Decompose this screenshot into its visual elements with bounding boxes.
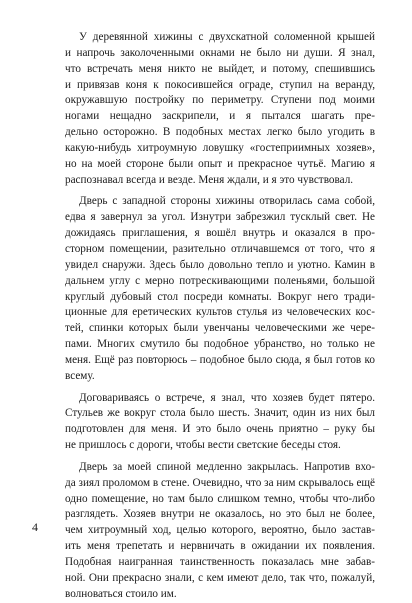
- paragraph-3: [65, 391, 375, 454]
- text-line: но на моей стороне были опыт и прекрасное чутьё. Магию я: [65, 157, 375, 170]
- text-line: увидел снаружи. Здесь было довольно тепло и уютно. Камин в: [65, 258, 375, 271]
- text-line: волноваться стоило им.: [65, 587, 177, 600]
- text-line: ной. Они прекрасно знали, с кем имеют дело, так что, пожалуй,: [65, 571, 375, 584]
- text-line: дальнем углу с мерно потрескивающими поленьями, большой: [65, 274, 375, 287]
- text-line: не пришлось с дороги, чтобы вести светские беседы стоя.: [65, 439, 341, 452]
- page-number: 4: [32, 520, 38, 534]
- text-line: одно помещение, но там было слишком темно, чтобы что-либо: [65, 492, 375, 505]
- text-line: какую-нибудь хитроумную ловушку «гостеприимных хозяев»,: [65, 141, 375, 154]
- text-line: чем хитроумный ход, целью которого, вероятно, было застав-: [65, 524, 375, 537]
- text-line: ционные для еретических культов стулья из человеческих кос-: [65, 306, 375, 319]
- text-line: тей, спинки которых были увенчаны человеческими же чере-: [65, 322, 375, 335]
- text-line: едва я завернул за угол. Изнутри забрезжил тусклый свет. Не: [65, 211, 375, 224]
- text-line: разглядеть. Хозяев внутри не оказалось, но это был не более,: [65, 508, 375, 521]
- text-line: сторном помещении, разительно отличавшемся от того, что я: [65, 242, 375, 255]
- text-line: и напрочь заколоченными окнами не было ни души. Я знал,: [65, 46, 375, 59]
- text-line: Дверь с западной стороны хижины отворилась сама собой,: [79, 195, 375, 208]
- text-line: ногами нещадно заскрипели, и я пытался шагать пре-: [65, 110, 375, 123]
- text-line: меня. Ещё раз повторюсь – подобное было сюда, я был готов ко: [65, 353, 375, 366]
- text-line: и привязав коня к покосившейся ограде, ступил на веранду,: [65, 78, 375, 91]
- text-line: дожидаясь приглашения, я вошёл внутрь и оказался в про-: [65, 227, 375, 240]
- text-line: Договариваясь о встрече, я знал, что хозяев будет пятеро.: [79, 391, 375, 404]
- paragraph-2: [65, 194, 375, 384]
- text-line: У деревянной хижины с двухскатной соломенной крышей: [79, 31, 375, 43]
- text-line: распознавал всегда и везде. Меня ждали, и я это чувствовал.: [65, 173, 354, 186]
- paragraph-4: [65, 460, 375, 603]
- text-line: окружавшую постройку по периметру. Ступени под моими: [65, 94, 375, 107]
- text-line: подготовлен для меня. И это было очень приятно – руку бы: [65, 423, 375, 436]
- paragraph-1: [65, 30, 375, 188]
- text-line: круглый дубовый стол посреди комнаты. Вокруг него тради-: [65, 290, 375, 303]
- text-line: да зиял проломом в стене. Очевидно, что за ним скрывалось ещё: [65, 476, 375, 489]
- text-line: что встречать меня никто не выйдет, и потому, спешившись: [65, 62, 375, 75]
- text-line: Стульев же вокруг стола было шесть. Значит, один из них был: [65, 407, 375, 420]
- text-line: ить меня трепетать и нервничать в ожидании их появления.: [65, 540, 375, 553]
- text-line: Подобная наигранная таинственность показалась мне забав-: [65, 556, 375, 568]
- text-line: пами. Многих смутило бы подобное убранство, но только не: [65, 338, 375, 351]
- text-line: дельно осторожно. В подобных местах легко было угодить в: [65, 126, 375, 139]
- body-text: [65, 30, 375, 603]
- text-line: всему.: [65, 369, 95, 382]
- text-line: Дверь за моей спиной медленно закрылась. Напротив вхо-: [79, 460, 375, 473]
